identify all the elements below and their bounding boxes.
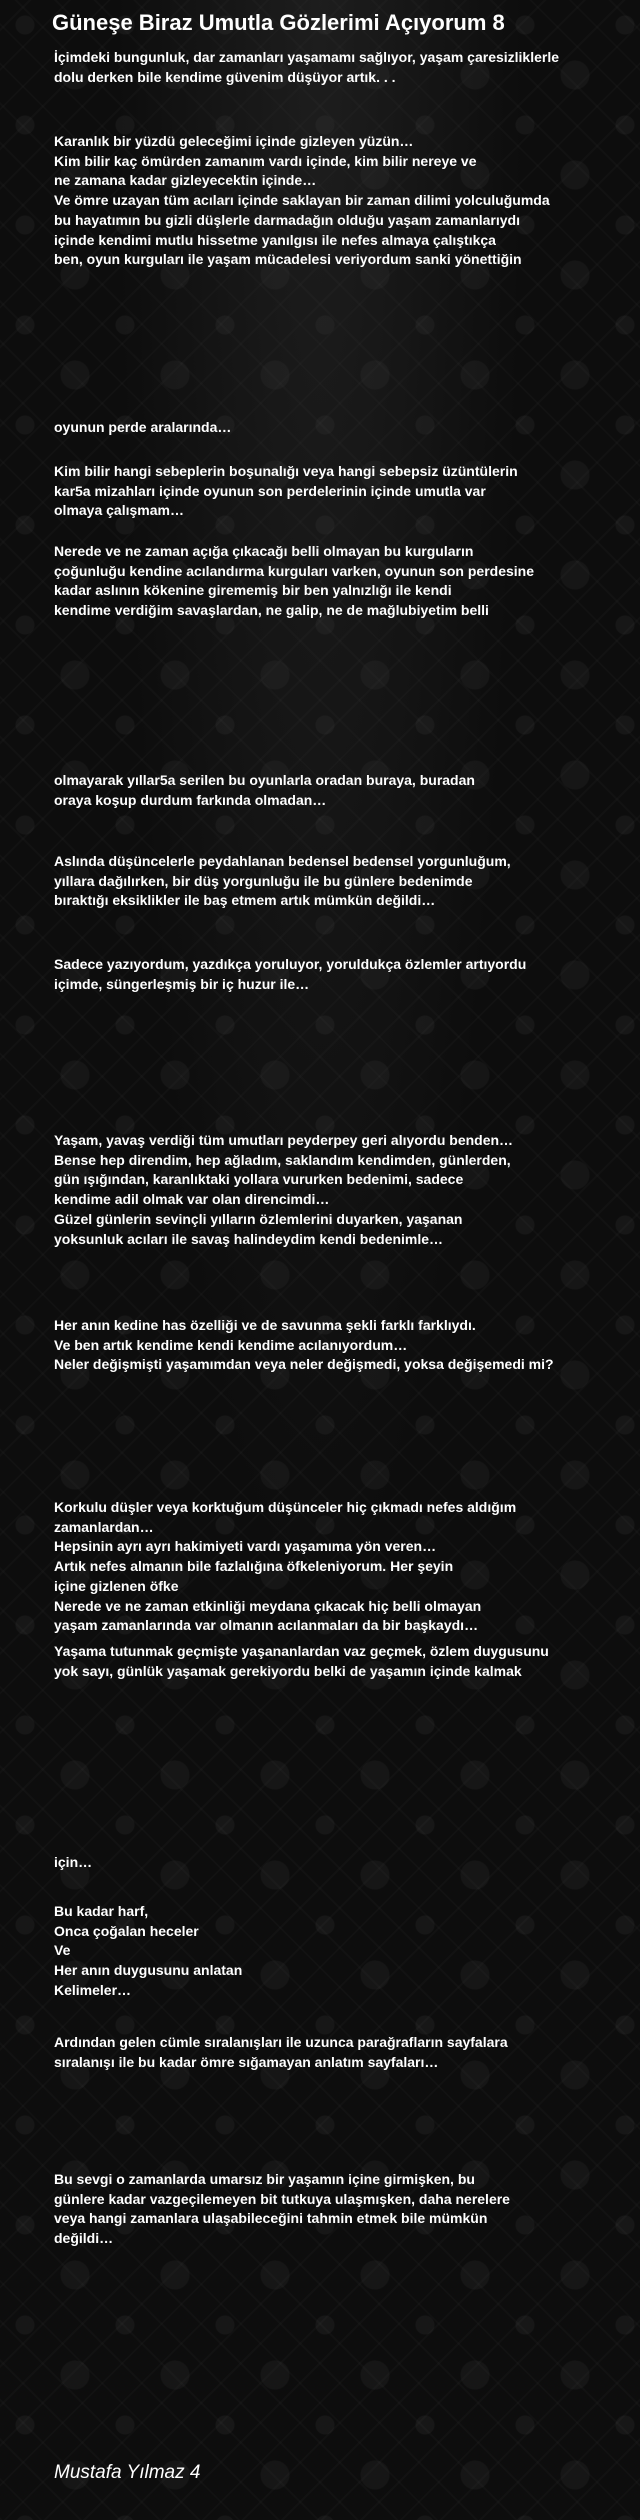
poem-line: kendime verdiğim savaşlardan, ne galip, ne de mağlubiyetim belli xyxy=(54,602,489,619)
poem-paragraph xyxy=(54,1642,638,1681)
poem-line: Kim bilir kaç ömürden zamanım vardı içinde, kim bilir nereye ve xyxy=(54,152,477,169)
poem-paragraph xyxy=(54,1131,638,1249)
poem-line: Korkulu düşler veya korktuğum düşünceler hiç çıkmadı nefes aldığım xyxy=(54,1499,517,1515)
poem-line: zamanlardan… xyxy=(54,1518,154,1535)
poem-line: Artık nefes almanın bile fazlalığına öfkeleniyorum. Her şeyin xyxy=(54,1558,454,1575)
poem-line: Kelimeler… xyxy=(54,1981,132,1998)
poem-line: yıllara dağılırken, bir düş yorgunluğu ile bu günlere bedenimde xyxy=(54,872,473,889)
poem-paragraph xyxy=(54,418,638,438)
poem-paragraph xyxy=(54,2033,638,2072)
poem-line: Ardından gelen cümle sıralanışları ile uzunca parağrafların sayfalara xyxy=(54,2034,508,2050)
poem-line: çoğunluğu kendine acılandırma kurguları varken, oyunun son perdesine xyxy=(54,562,534,579)
poem-title: Güneşe Biraz Umutla Gözlerimi Açıyorum 8 xyxy=(52,10,505,35)
poem-line: için… xyxy=(54,1854,93,1870)
poem-line: Ve ömre uzayan tüm acıları içinde saklayan bir zaman dilimi yolculuğumda xyxy=(54,192,550,209)
poem-line: Nerede ve ne zaman etkinliği meydana çıkacak hiç belli olmayan xyxy=(54,1597,482,1614)
poem-line: dolu derken bile kendime güvenim düşüyor artık. . . xyxy=(54,68,396,85)
poem-line: Bu kadar harf, xyxy=(54,1903,149,1919)
poem-line: yok sayı, günlük yaşamak gerekiyordu belki de yaşamın içinde kalmak xyxy=(54,1662,522,1679)
poem-paragraph xyxy=(54,1498,638,1636)
poem-line: yoksunluk acıları ile savaş halindeydim kendi bedenimle… xyxy=(54,1230,444,1247)
poem-line: olmaya çalışmam… xyxy=(54,502,184,519)
author-name: Mustafa Yılmaz 4 xyxy=(54,2462,201,2483)
poem-line: bıraktığı eksiklikler ile baş etmem artık mümkün değildi… xyxy=(54,892,436,909)
poem-paragraph xyxy=(54,2170,638,2249)
poem-line: Hepsinin ayrı ayrı hakimiyeti vardı yaşamıma yön veren… xyxy=(54,1538,437,1555)
poem-line: bu hayatımın bu gizli düşlerle darmadağın olduğu yaşam zamanlarıydı xyxy=(54,211,520,228)
poem-line: kadar aslının kökenine girememiş bir ben yalnızlığı ile kendi xyxy=(54,582,452,599)
poem-line: Neler değişmişti yaşamımdan veya neler değişmedi, yoksa değişemedi mi? xyxy=(54,1356,554,1373)
poem-line: İçimdeki bungunluk, dar zamanları yaşamamı sağlıyor, yaşam çaresizliklerle xyxy=(54,49,560,65)
poem-line: Ve ben artık kendime kendi kendime acılanıyordum… xyxy=(54,1336,408,1353)
poem-paragraph xyxy=(54,1853,638,1873)
poem-paragraph xyxy=(54,1316,638,1375)
poem-paragraph xyxy=(54,1902,638,2001)
poem-line: ben, oyun kurguları ile yaşam mücadelesi veriyordum sanki yönettiğin xyxy=(54,251,522,268)
poem-line: Ve xyxy=(54,1942,71,1959)
poem-line: içimde, süngerleşmiş bir iç huzur ile… xyxy=(54,975,310,992)
poem-line: veya hangi zamanlara ulaşabileceğini tahmin etmek bile mümkün xyxy=(54,2210,488,2227)
poem-line: kendime adil olmak var olan direncimdi… xyxy=(54,1191,330,1208)
poem-paragraph xyxy=(54,542,638,621)
poem-line: gün ışığından, karanlıktaki yollara vururken bedenimi, sadece xyxy=(54,1171,464,1188)
poem-line: günlere kadar vazgeçilemeyen bit tutkuya ulaşmışken, daha nerelere xyxy=(54,2190,510,2207)
poem-line: Bu sevgi o zamanlarda umarsız bir yaşamın içine girmişken, bu xyxy=(54,2171,475,2187)
poem-paragraph xyxy=(54,955,638,994)
poem-line: sıralanışı ile bu kadar ömre sığamayan anlatım sayfaları… xyxy=(54,2053,439,2070)
poem-line: Kim bilir hangi sebeplerin boşunalığı veya hangi sebepsiz üzüntülerin xyxy=(54,463,518,479)
poem-line: olmayarak yıllar5a serilen bu oyunlarla oradan buraya, buradan xyxy=(54,772,475,788)
poem-paragraph xyxy=(54,771,638,810)
poem-line: Onca çoğalan heceler xyxy=(54,1922,199,1939)
poem-line: Aslında düşüncelerle peydahlanan bedensel bedensel yorgunluğum, xyxy=(54,853,511,869)
poem-paragraph xyxy=(54,48,638,87)
poem-line: Yaşam, yavaş verdiği tüm umutları peyderpey geri alıyordu benden… xyxy=(54,1132,514,1148)
poem-line: Her anın duygusunu anlatan xyxy=(54,1962,243,1979)
poem-line: ne zamana kadar gizleyecektin içinde… xyxy=(54,172,317,189)
poem-line: Yaşama tutunmak geçmişte yaşananlardan vaz geçmek, özlem duygusunu xyxy=(54,1643,549,1659)
poem-line: oyunun perde aralarında… xyxy=(54,419,232,435)
poem-line: Nerede ve ne zaman açığa çıkacağı belli olmayan bu kurguların xyxy=(54,543,474,559)
poem-line: içinde kendimi mutlu hissetme yanılgısı ile nefes almaya çalıştıkça xyxy=(54,231,496,248)
poem-line: Bense hep direndim, hep ağladım, saklandım kendimden, günlerden, xyxy=(54,1151,511,1168)
poem-paragraph xyxy=(54,462,638,521)
poem-line: Güzel günlerin sevinçli yılların özlemlerini duyarken, yaşanan xyxy=(54,1210,463,1227)
poem-line: oraya koşup durdum farkında olmadan… xyxy=(54,791,327,808)
poem-line: değildi… xyxy=(54,2230,114,2247)
poem-line: Sadece yazıyordum, yazdıkça yoruluyor, yoruldukça özlemler artıyordu xyxy=(54,956,527,972)
poem-line: yaşam zamanlarında var olmanın acılanmaları da bir başkaydı… xyxy=(54,1617,479,1634)
poem-line: Her anın kedine has özelliği ve de savunma şekli farklı farklıydı. xyxy=(54,1317,476,1333)
poem-paragraph xyxy=(54,852,638,911)
poem-line: Karanlık bir yüzdü geleceğimi içinde gizleyen yüzün… xyxy=(54,133,414,149)
poem-line: kar5a mizahları içinde oyunun son perdelerinin içinde umutla var xyxy=(54,482,486,499)
poem-paragraph xyxy=(54,132,638,270)
poem-line: içine gizlenen öfke xyxy=(54,1577,179,1594)
